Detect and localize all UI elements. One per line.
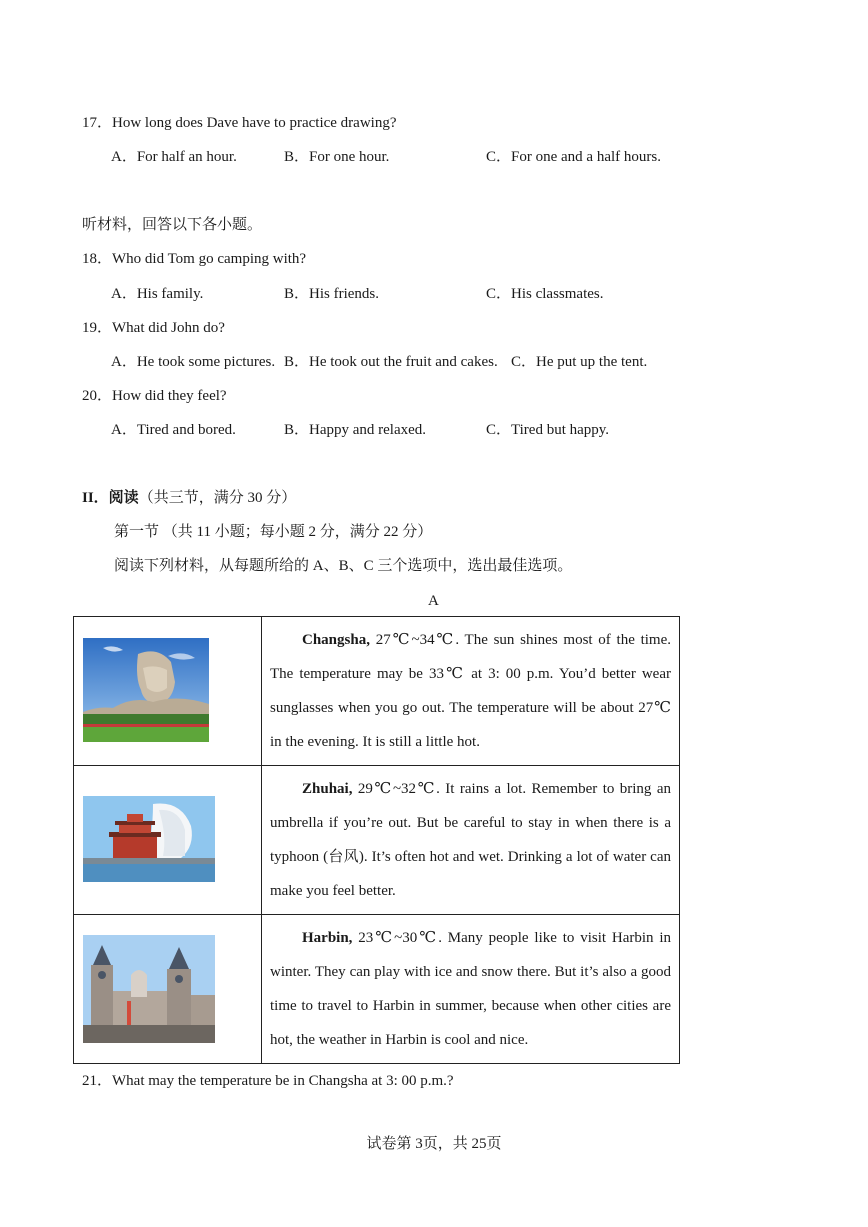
question-number: 21．	[82, 1073, 113, 1089]
city-description	[262, 766, 680, 915]
table-row	[74, 617, 680, 766]
listening-instruction: 听材料，回答以下各小题。	[82, 217, 263, 233]
question-text: What did John do?	[112, 320, 225, 336]
city-text: 29℃~32℃. It rains a lot. Remember to bring an umbrella if you’re out. But be careful to stay in when there is a typhoon (台风). It’s often hot and wet. Drinking a lot of water can make you feel better.	[270, 781, 671, 899]
weather-table	[73, 616, 680, 1064]
question-text: Who did Tom go camping with?	[112, 251, 307, 267]
option-b: B．His friends.	[284, 286, 379, 302]
question-21	[82, 1071, 454, 1091]
city-text: 27℃~34℃. The sun shines most of the time. The temperature may be 33℃ at 3: 00 p.m. You’d better wear sunglasses when you go out. The temperature will be about 27℃ in the evening. It is still a little hot.	[270, 632, 672, 750]
question-text: How long does Dave have to practice drawing?	[112, 115, 397, 131]
option-c: C．His classmates.	[486, 286, 604, 302]
option-a: A．He took some pictures.	[111, 354, 276, 370]
passage-label: A	[428, 593, 439, 609]
option-a: A．His family.	[111, 286, 204, 302]
option-b: B．He took out the fruit and cakes.	[284, 354, 498, 370]
question-number: 20．	[82, 388, 113, 404]
page-footer: 试卷第 3页，共 25页	[366, 1136, 502, 1152]
section-heading	[82, 488, 296, 508]
city-name: Harbin,	[302, 930, 353, 946]
option-a: A．Tired and bored.	[111, 422, 236, 438]
table-row	[74, 915, 680, 1064]
image-cell	[74, 766, 262, 915]
image-cell	[74, 617, 262, 766]
question-20	[82, 386, 227, 406]
changsha-photo	[83, 638, 209, 742]
question-18	[82, 249, 306, 269]
option-c: C．Tired but happy.	[486, 422, 610, 438]
city-name: Changsha,	[302, 632, 370, 648]
option-a: A．For half an hour.	[111, 149, 237, 165]
question-text: What may the temperature be in Changsha at 3: 00 p.m.?	[112, 1073, 454, 1089]
option-c: C．For one and a half hours.	[486, 149, 661, 165]
section-title: II．阅读	[82, 490, 139, 506]
question-text: How did they feel?	[112, 388, 227, 404]
table-row	[74, 766, 680, 915]
question-19	[82, 318, 225, 338]
subsection-title: 第一节 （共 11 小题；每小题 2 分，满分 22 分）	[114, 524, 433, 540]
city-description	[262, 617, 680, 766]
section-score: （共三节，满分 30 分）	[138, 490, 297, 506]
option-b: B．For one hour.	[284, 149, 390, 165]
city-description	[262, 915, 680, 1064]
question-17	[82, 113, 397, 133]
question-number: 19．	[82, 320, 113, 336]
image-cell	[74, 915, 262, 1064]
option-b: B．Happy and relaxed.	[284, 422, 427, 438]
question-number: 18．	[82, 251, 113, 267]
directions: 阅读下列材料，从每题所给的 A、B、C 三个选项中，选出最佳选项。	[114, 558, 573, 574]
city-name: Zhuhai,	[302, 781, 353, 797]
city-text: 23℃~30℃. Many people like to visit Harbin in winter. They can play with ice and snow there. But it’s also a good time to travel to Harbin in summer, because when other cities are hot, the weather in Harbin is cool and nice.	[270, 930, 671, 1048]
zhuhai-photo	[83, 796, 215, 882]
harbin-photo	[83, 935, 215, 1043]
option-c: C．He put up the tent.	[511, 354, 648, 370]
question-number: 17．	[82, 115, 113, 131]
